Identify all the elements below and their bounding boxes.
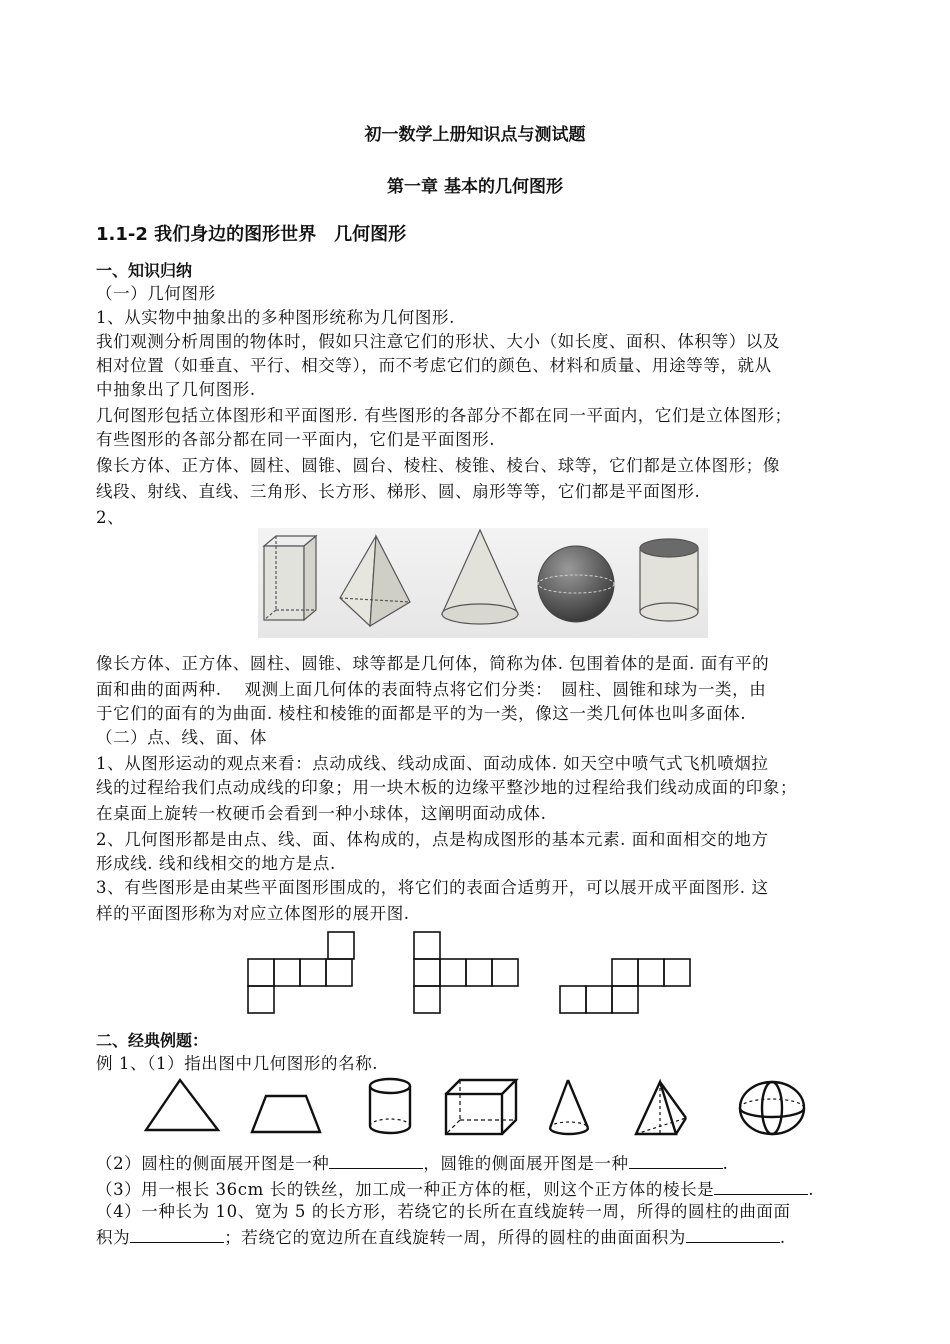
sphere-icon <box>538 546 614 622</box>
part1-heading: 一、知识归纳 <box>96 261 193 280</box>
solids-figure <box>258 528 708 638</box>
text-line: 1、从实物中抽象出的多种图形统称为几何图形. <box>96 308 455 327</box>
cylinder-icon <box>370 1079 410 1133</box>
part2-heading: 二、经典例题： <box>96 1031 209 1050</box>
answer-blank[interactable] <box>130 1224 224 1243</box>
text-line: 我们观测分析周围的物体时，假如只注意它们的形状、大小（如长度、面积、体积等）以及 <box>96 332 780 351</box>
answer-blank[interactable] <box>629 1150 723 1169</box>
text-line: 线的过程给我们点动成线的印象；用一块木板的边缘平整沙地的过程给我们线动成面的印象； <box>96 778 798 797</box>
text-line: 样的平面图形称为对应立体图形的展开图. <box>96 904 410 923</box>
text-line: 1、从图形运动的观点来看：点动成线、线动成面、面动成体. 如天空中喷气式飞机喷烟拉 <box>96 754 769 773</box>
cone-icon <box>550 1080 588 1134</box>
answer-blank[interactable] <box>329 1150 423 1169</box>
text-line: 3、有些图形是由某些平面图形围成的，将它们的表面合适剪开，可以展开成平面图形. 这 <box>96 878 769 897</box>
sub-heading-2: （二）点、线、面、体 <box>96 728 267 747</box>
answer-blank[interactable] <box>714 1176 808 1195</box>
net-icon <box>248 932 354 1013</box>
text-line: 像长方体、正方体、圆柱、圆锥、球等都是几何体，简称为体. 包围着体的是面. 面有平的 <box>96 654 770 673</box>
text-line: 面和曲的面两种. 观测上面几何体的表面特点将它们分类： 圆柱、圆锥和球为一类，由 <box>96 680 767 699</box>
example-shapes-figure <box>140 1076 820 1138</box>
text-line: 几何图形包括立体图形和平面图形. 有些图形的各部分不都在同一平面内，它们是立体图形； <box>96 406 792 425</box>
text-line: 相对位置（如垂直、平行、相交等），而不考虑它们的颜色、材料和质量、用途等等，就从 <box>96 356 772 375</box>
pyramid-icon <box>636 1082 686 1134</box>
section-title: 1.1-2 我们身边的图形世界 几何图形 <box>96 224 407 245</box>
question-2: （2）圆柱的侧面展开图是一种 ，圆锥的侧面展开图是一种 . <box>96 1150 876 1176</box>
text-line: 2、 <box>96 508 125 527</box>
text-line: 中抽象出了几何图形. <box>96 380 256 399</box>
cuboid-icon <box>264 536 316 620</box>
cuboid-icon <box>446 1080 516 1134</box>
text-line: 有些图形的各部分都在同一平面内，它们是平面图形. <box>96 430 496 449</box>
doc-title: 初一数学上册知识点与测试题 <box>364 125 586 145</box>
text-line: 像长方体、正方体、圆柱、圆锥、圆台、棱柱、棱锥、棱台、球等，它们都是立体图形；像 <box>96 456 780 475</box>
cube-nets-figure <box>244 930 696 1018</box>
text-line: 于它们的面有的为曲面. 棱柱和棱锥的面都是平的为一类，像这一类几何体也叫多面体. <box>96 704 747 723</box>
text-line: 2、几何图形都是由点、线、面、体构成的，点是构成图形的基本元素. 面和面相交的地方 <box>96 830 769 849</box>
question-3: （3）用一根长 36cm 长的铁丝，加工成一种正方体的框，则这个正方体的棱长是 . <box>96 1176 876 1202</box>
example-1: 例 1、（1）指出图中几何图形的名称. <box>96 1054 379 1073</box>
sub-heading-1: （一）几何图形 <box>96 284 216 303</box>
question-4: （4）一种长为 10、宽为 5 的长方形，若绕它的长所在直线旋转一周，所得的圆柱的曲面面 <box>96 1202 791 1221</box>
question-4-cont: 积为 ；若绕它的宽边所在直线旋转一周，所得的圆柱的曲面面积为 . <box>96 1224 876 1250</box>
cylinder-icon <box>640 539 698 621</box>
net-icon <box>414 932 518 1013</box>
net-icon <box>560 959 690 1013</box>
chapter-title: 第一章 基本的几何图形 <box>387 177 563 197</box>
triangle-icon <box>146 1080 218 1130</box>
answer-blank[interactable] <box>686 1224 780 1243</box>
sphere-icon <box>740 1082 804 1134</box>
text-line: 线段、射线、直线、三角形、长方形、梯形、圆、扇形等等，它们都是平面图形. <box>96 482 701 501</box>
text-line: 在桌面上旋转一枚硬币会看到一种小球体，这阐明面动成体. <box>96 804 547 823</box>
trapezoid-icon <box>252 1096 320 1132</box>
text-line: 形成线. 线和线相交的地方是点. <box>96 854 336 873</box>
